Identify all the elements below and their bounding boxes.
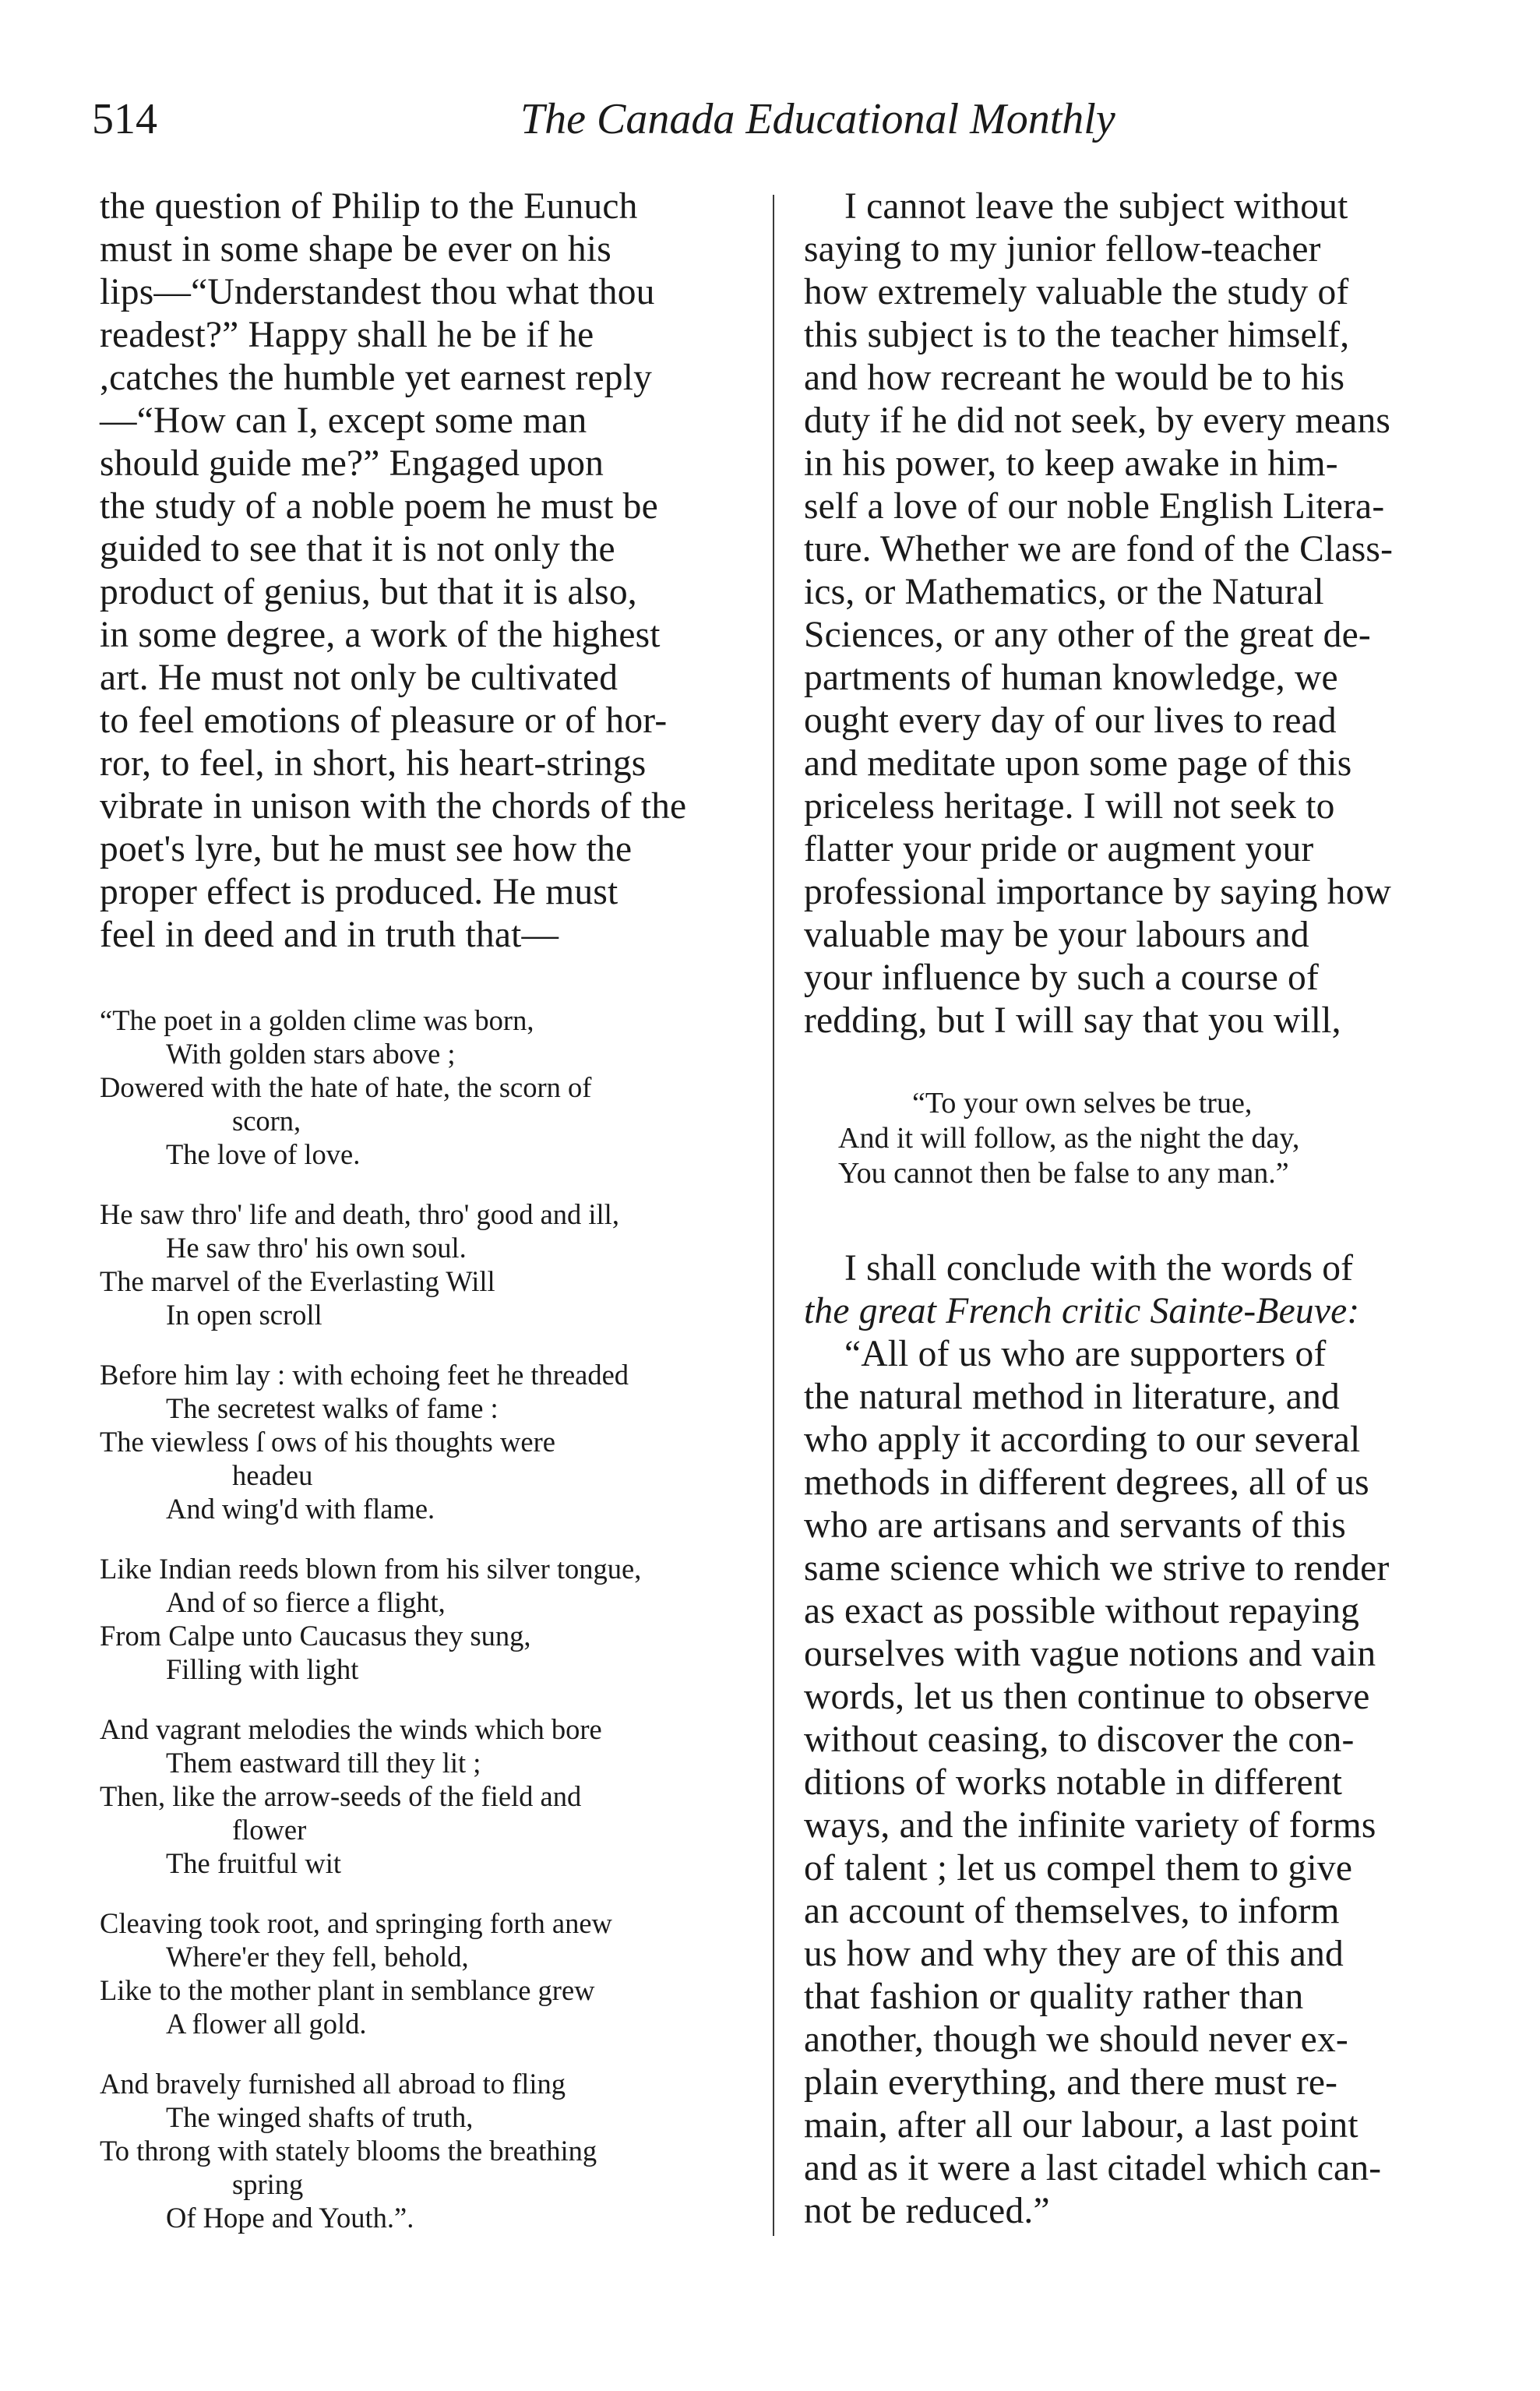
poem-line: Like to the mother plant in semblance grew <box>100 1974 595 2006</box>
poem-line: He saw thro' his own soul. <box>166 1232 467 1264</box>
poem-line: flower <box>232 1814 307 1846</box>
poem-line: The secretest walks of fame : <box>166 1392 499 1424</box>
poem-line: With golden stars above ; <box>166 1038 456 1070</box>
poem-stanza-2 <box>100 1197 746 1331</box>
poem-line: The viewless ſ ows of his thoughts were <box>100 1426 555 1458</box>
poem-stanza-7 <box>100 2067 746 2234</box>
poem-line: Before him lay : with echoing feet he threaded <box>100 1359 629 1391</box>
poem-line: Where'er they fell, behold, <box>166 1941 469 1973</box>
poem-line: And wing'd with flame. <box>166 1493 435 1525</box>
poem-line: Of Hope and Youth.”. <box>166 2202 414 2234</box>
quote-line: And it will follow, as the night the day, <box>838 1122 1300 1155</box>
poem-line: The fruitful wit <box>166 1847 342 1879</box>
page-header <box>92 84 1447 154</box>
poem-line: The love of love. <box>166 1138 361 1170</box>
left-column <box>100 185 746 2261</box>
column-divider <box>773 195 774 2236</box>
page-number: 514 <box>92 95 157 143</box>
poem-line: scorn, <box>232 1105 301 1137</box>
poem-line: From Calpe unto Caucasus they sung, <box>100 1620 531 1652</box>
poem-stanza-5 <box>100 1712 746 1880</box>
poem-line: spring <box>232 2168 304 2200</box>
poem-line: The winged shafts of truth, <box>166 2101 474 2133</box>
poem-line: Then, like the arrow-seeds of the field and <box>100 1780 582 1812</box>
quote-line: You cannot then be false to any man.” <box>838 1157 1289 1190</box>
poem-line: In open scroll <box>166 1299 322 1331</box>
poem-line: And bravely furnished all abroad to fling <box>100 2068 566 2100</box>
running-title: The Canada Educational Monthly <box>520 95 1115 143</box>
poem-line: Cleaving took root, and springing forth anew <box>100 1907 612 1939</box>
poem-line: Them eastward till they lit ; <box>166 1747 481 1779</box>
poem-line: Dowered with the hate of hate, the scorn of <box>100 1071 592 1103</box>
poem-stanza-1 <box>100 1003 746 1171</box>
poem-stanza-3 <box>100 1358 746 1525</box>
quote-line: “To your own selves be true, <box>912 1087 1253 1120</box>
poem-line: Filling with light <box>166 1653 359 1685</box>
right-column <box>804 185 1454 2233</box>
poem-line: The marvel of the Everlasting Will <box>100 1265 495 1297</box>
right-paragraph-1: I cannot leave the subject without saying to my junior fellow-teacher how extremely valuable the study of this subject is to the teacher himself, and how recreant he would be to his duty if he did not seek, by every means in his power, to keep awake in him- self a love of our noble English Litera- ture. Whether we are fond of the Class- ics, or Mathematics, or the Natural Sciences, or any other of the great de- partments of human knowledge, we ought every day of our lives to read and meditate upon some page of this priceless heritage. I will not seek to flatter your pride or augment your professional importance by saying how valuable may be your labours and your influence by such a course of redding, but I will say that you will, <box>804 186 1394 1041</box>
poem-line: And of so fierce a flight, <box>166 1586 446 1618</box>
poem <box>100 1003 746 2234</box>
poem-stanza-6 <box>100 1906 746 2040</box>
poem-line: “The poet in a golden clime was born, <box>100 1004 534 1036</box>
right-paragraph-2-line-2: the great French critic Sainte-Beuve: <box>804 1291 1360 1331</box>
poem-line: And vagrant melodies the winds which bore <box>100 1713 602 1745</box>
poem-line: A flower all gold. <box>166 2008 367 2040</box>
poem-line: Like Indian reeds blown from his silver tongue, <box>100 1553 642 1585</box>
shakespeare-quote <box>804 1086 1454 1191</box>
right-paragraph-2-line-1: I shall conclude with the words of <box>844 1248 1354 1289</box>
left-paragraph: the question of Philip to the Eunuch must in some shape be ever on his lips—“Understandest thou what thou readest?” Happy shall he be if he ,catches the humble yet earnest reply —“How can I, except some man should guide me?” Engaged upon the study of a noble poem he must be guided to see that it is not only the product of genius, but that it is also, in some degree, a work of the highest art. He must not only be cultivated to feel emotions of pleasure or of hor- ror, to feel, in short, his heart-strings vibrate in unison with the chords of the poet's lyre, but he must see how the proper effect is produced. He must feel in deed and in truth that— <box>100 186 687 955</box>
poem-stanza-4 <box>100 1552 746 1686</box>
poem-line: To throng with stately blooms the breathing <box>100 2135 597 2167</box>
right-paragraph-3: “All of us who are supporters of the natural method in literature, and who apply it according to our several methods in different degrees, all of us who are artisans and servants of this same science which we strive to render as exact as possible without repaying ourselves with vague notions and vain words, let us then continue to observe without ceasing, to discover the con- ditions of works notable in different ways, and the infinite variety of forms of talent ; let us compel them to give an account of themselves, to inform us how and why they are of this and that fashion or quality rather than another, though we should never ex- plain everything, and there must re- main, after all our labour, a last point and as it were a last citadel which can- not be reduced.” <box>804 1334 1390 2231</box>
poem-line: He saw thro' life and death, thro' good and ill, <box>100 1198 619 1230</box>
poem-line: headeu <box>232 1459 313 1491</box>
